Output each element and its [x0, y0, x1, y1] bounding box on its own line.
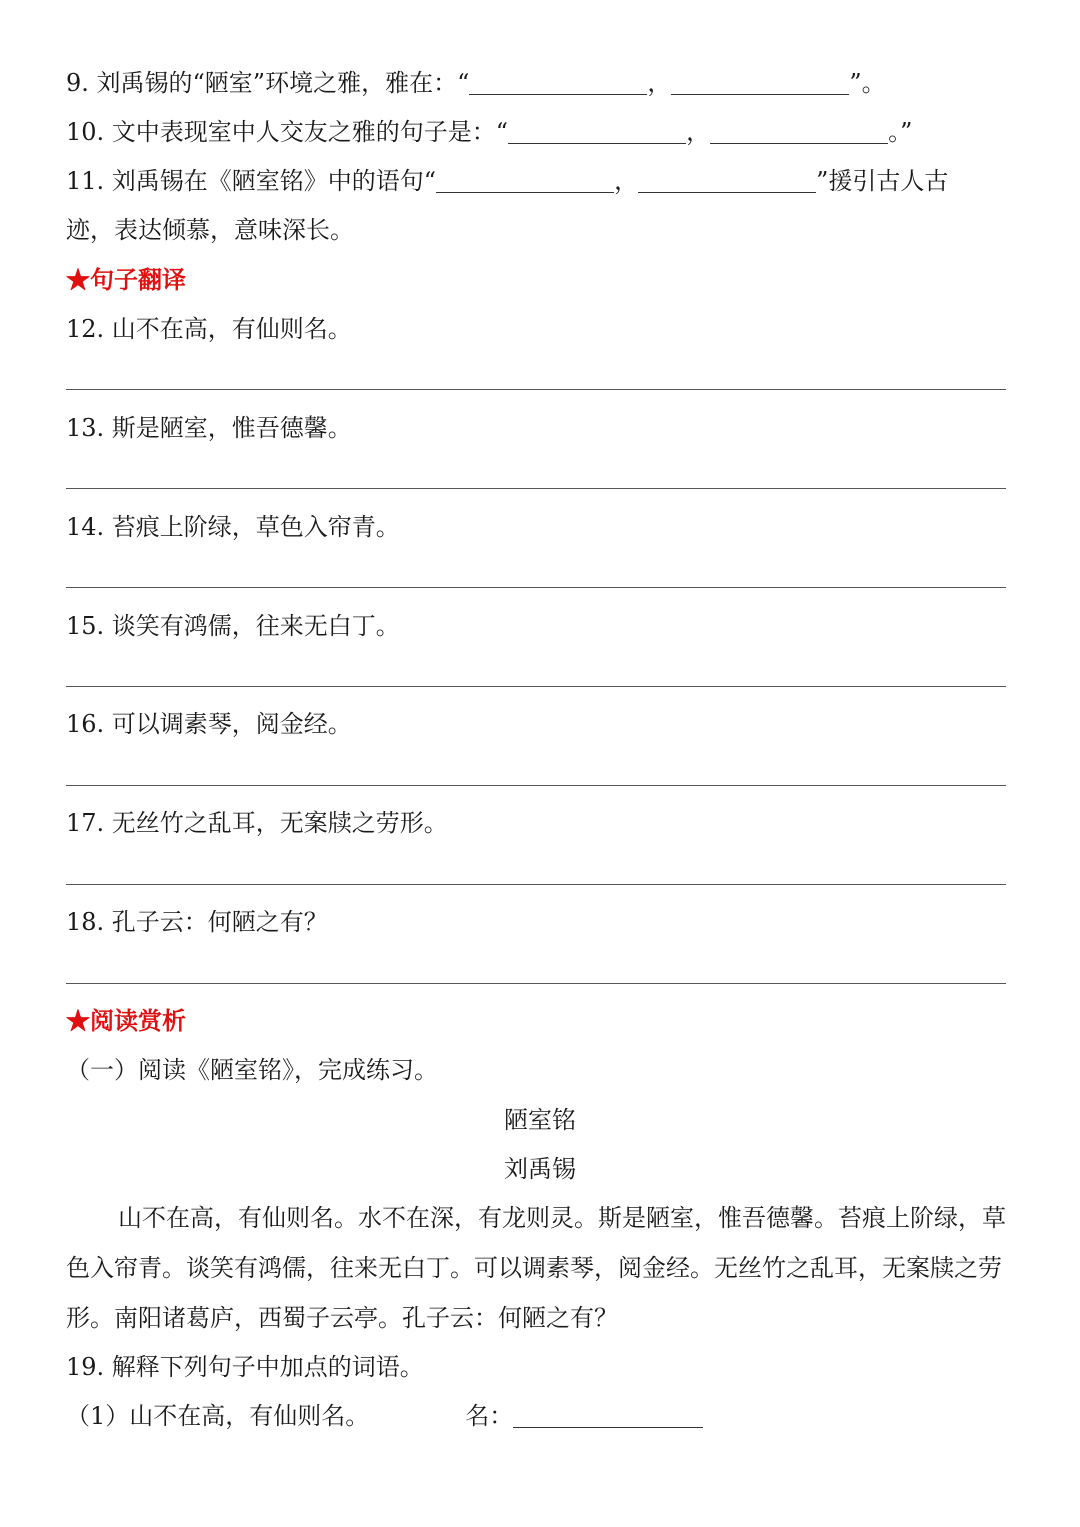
word-label: 名： — [465, 1402, 514, 1430]
question-11 — [66, 166, 948, 196]
answer-line[interactable] — [66, 884, 1006, 885]
question-10 — [66, 117, 912, 147]
answer-line[interactable] — [66, 488, 1006, 489]
separator: ， — [686, 118, 711, 146]
separator: ， — [614, 167, 639, 195]
answer-line[interactable] — [66, 587, 1006, 588]
poem-title: 陋室铭 — [504, 1106, 576, 1134]
question-19-1 — [66, 1401, 703, 1431]
answer-blank[interactable] — [508, 121, 686, 144]
question-19-1-sentence: （1）山不在高，有仙则名。 — [66, 1402, 370, 1430]
question-11-text: 11. 刘禹锡在《陋室铭》中的语句“ — [66, 167, 437, 195]
translation-item-13: 13. 斯是陋室，惟吾德馨。 — [66, 414, 352, 442]
translation-item-16: 16. 可以调素琴，阅金经。 — [66, 710, 352, 738]
question-19: 19. 解释下列句子中加点的词语。 — [66, 1353, 424, 1381]
answer-line[interactable] — [66, 983, 1006, 984]
question-9-text: 9. 刘禹锡的“陋室”环境之雅，雅在：“ — [66, 69, 470, 97]
answer-blank[interactable] — [671, 72, 849, 95]
answer-blank[interactable] — [710, 121, 888, 144]
separator: ， — [647, 69, 672, 97]
poem-passage: 山不在高，有仙则名。水不在深，有龙则灵。斯是陋室，惟吾德馨。苔痕上阶绿，草色入帘青。谈笑有鸿儒，往来无白丁。可以调素琴，阅金经。无丝竹之乱耳，无案牍之劳形。南阳诸葛庐，西蜀子云亭。孔子云：何陋之有？ — [66, 1204, 1006, 1332]
section-heading-translation: ★句子翻译 — [66, 265, 186, 294]
translation-item-17: 17. 无丝竹之乱耳，无案牍之劳形。 — [66, 809, 448, 837]
closing-quote: 。” — [888, 118, 913, 146]
reading-intro: （一）阅读《陋室铭》，完成练习。 — [66, 1056, 438, 1084]
answer-blank[interactable] — [469, 72, 647, 95]
translation-item-12: 12. 山不在高，有仙则名。 — [66, 315, 352, 343]
question-11-line2: 迹，表达倾慕，意味深长。 — [66, 216, 354, 244]
section-heading-reading: ★阅读赏析 — [66, 1006, 186, 1035]
translation-item-15: 15. 谈笑有鸿儒，往来无白丁。 — [66, 612, 400, 640]
answer-line[interactable] — [66, 686, 1006, 687]
answer-line[interactable] — [66, 785, 1006, 786]
question-9 — [66, 68, 886, 98]
answer-blank[interactable] — [436, 170, 614, 193]
question-11-tail: ”援引古人古 — [816, 167, 949, 195]
closing-quote: ”。 — [849, 69, 886, 97]
question-10-text: 10. 文中表现室中人交友之雅的句子是：“ — [66, 118, 509, 146]
answer-blank[interactable] — [638, 170, 816, 193]
translation-item-18: 18. 孔子云：何陋之有？ — [66, 908, 328, 936]
answer-line[interactable] — [66, 389, 1006, 390]
poem-author: 刘禹锡 — [504, 1155, 576, 1183]
translation-item-14: 14. 苔痕上阶绿，草色入帘青。 — [66, 513, 400, 541]
answer-blank[interactable] — [513, 1405, 703, 1428]
